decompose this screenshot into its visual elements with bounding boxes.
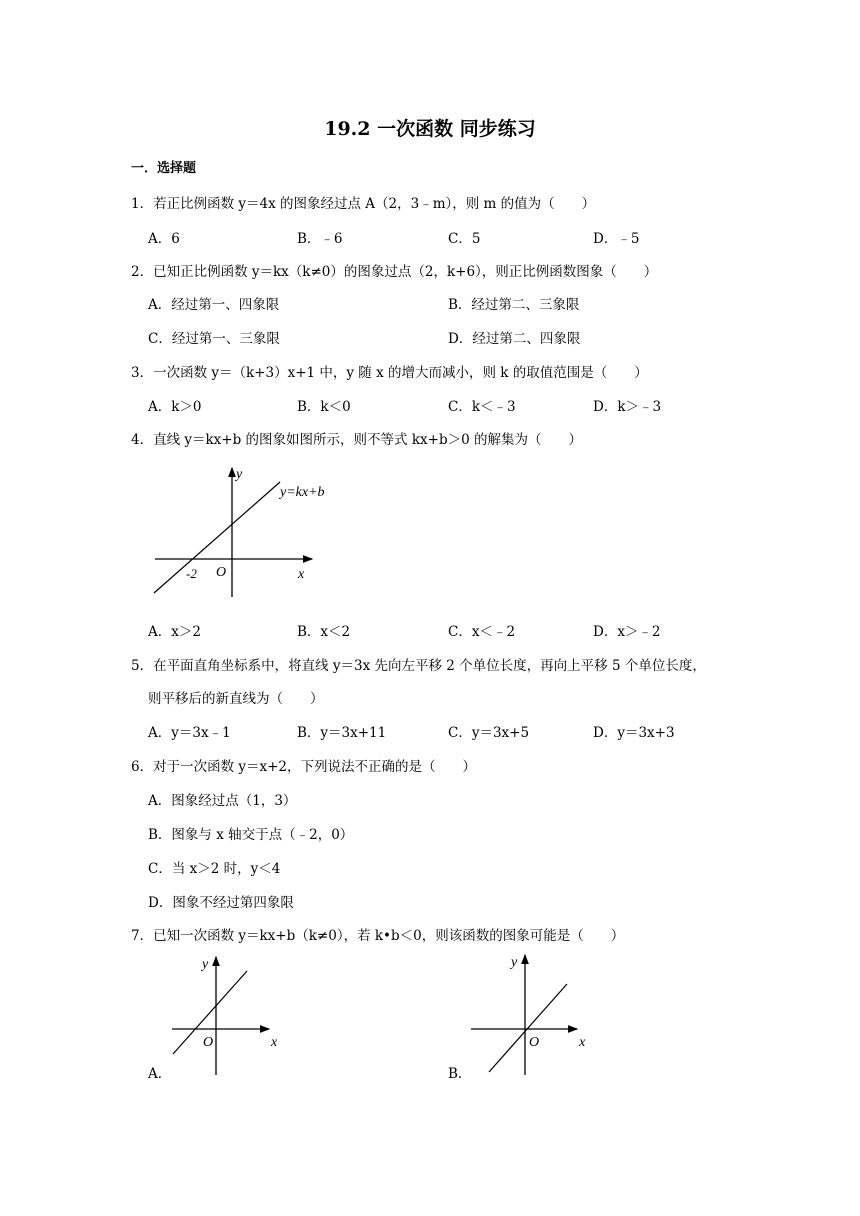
origin-label: O [529,1035,540,1050]
origin-label: O [216,565,227,580]
question-4-option-d: D．x＞﹣2 [593,624,661,640]
question-2-option-a: A．经过第一、四象限 [148,297,280,313]
question-7-stem: 7．已知一次函数 y＝kx+b（k≠0），若 k•b＜0，则该函数的图象可能是（ ） [131,928,625,944]
line-label: y=kx+b [280,485,325,500]
question-5-option-b: B．y＝3x+11 [297,725,387,741]
question-4-stem: 4．直线 y＝kx+b 的图象如图所示，则不等式 kx+b＞0 的解集为（ ） [131,432,582,448]
question-7-option-a: A． [148,1066,172,1082]
question-7-graph-a [165,952,295,1077]
question-7-graph-b [465,950,600,1077]
x-axis-label: x [579,1035,586,1050]
y-axis-label: y [236,467,243,482]
y-axis-label: y [202,957,209,972]
question-6-option-c: C．当 x＞2 时，y＜4 [148,861,281,877]
question-6-option-b: B．图象与 x 轴交于点（﹣2，0） [148,827,354,843]
question-1-option-b: B．﹣6 [297,231,343,247]
question-3-option-b: B．k＜0 [297,399,351,415]
question-6-option-d: D．图象不经过第四象限 [148,895,294,911]
question-1-option-c: C．5 [448,231,481,247]
graph-line [489,984,567,1072]
question-5-stem: 5．在平面直角坐标系中，将直线 y＝3x 先向左平移 2 个单位长度，再向上平移 5 个单位长度， [131,658,706,674]
question-2-option-b: B．经过第二、三象限 [448,297,580,313]
y-axis-label: y [511,955,518,970]
section-heading: 一．选择题 [131,161,197,176]
question-6-stem: 6．对于一次函数 y＝x+2，下列说法不正确的是（ ） [131,759,477,775]
x-axis-label: x [271,1035,278,1050]
question-5-option-d: D．y＝3x+3 [593,725,675,741]
question-2-option-c: C．经过第一、三象限 [148,331,280,347]
page-title: 19.2 一次函数 同步练习 [324,118,536,140]
question-3-option-a: A．k＞0 [148,399,202,415]
question-5-option-c: C．y＝3x+5 [448,725,530,741]
question-6-option-a: A．图象经过点（1，3） [148,793,297,809]
x-axis-label: x [298,567,305,582]
intercept-label: -2 [186,566,197,581]
question-3-stem: 3．一次函数 y＝（k+3）x+1 中，y 随 x 的增大而减小，则 k 的取值范围是（ ） [131,365,648,381]
question-3-option-d: D．k＞﹣3 [593,399,662,415]
question-7-option-b: B． [448,1066,472,1082]
question-3-option-c: C．k＜﹣3 [448,399,516,415]
question-1-option-d: D．﹣5 [593,231,640,247]
question-4-option-b: B．x＜2 [297,624,351,640]
question-4-option-c: C．x＜﹣2 [448,624,516,640]
question-4-graph [150,462,340,602]
question-5-stem-continued: 则平移后的新直线为（ ） [148,691,324,707]
question-4-option-a: A．x＞2 [148,624,201,640]
question-1-option-a: A．6 [148,231,180,247]
question-5-option-a: A．y＝3x﹣1 [148,725,231,741]
question-1-stem: 1．若正比例函数 y＝4x 的图象经过点 A（2，3﹣m），则 m 的值为（ ） [131,196,596,212]
question-2-option-d: D．经过第二、四象限 [448,331,581,347]
origin-label: O [203,1035,214,1050]
question-2-stem: 2．已知正比例函数 y＝kx（k≠0）的图象过点（2，k+6），则正比例函数图象（ ） [131,264,658,280]
